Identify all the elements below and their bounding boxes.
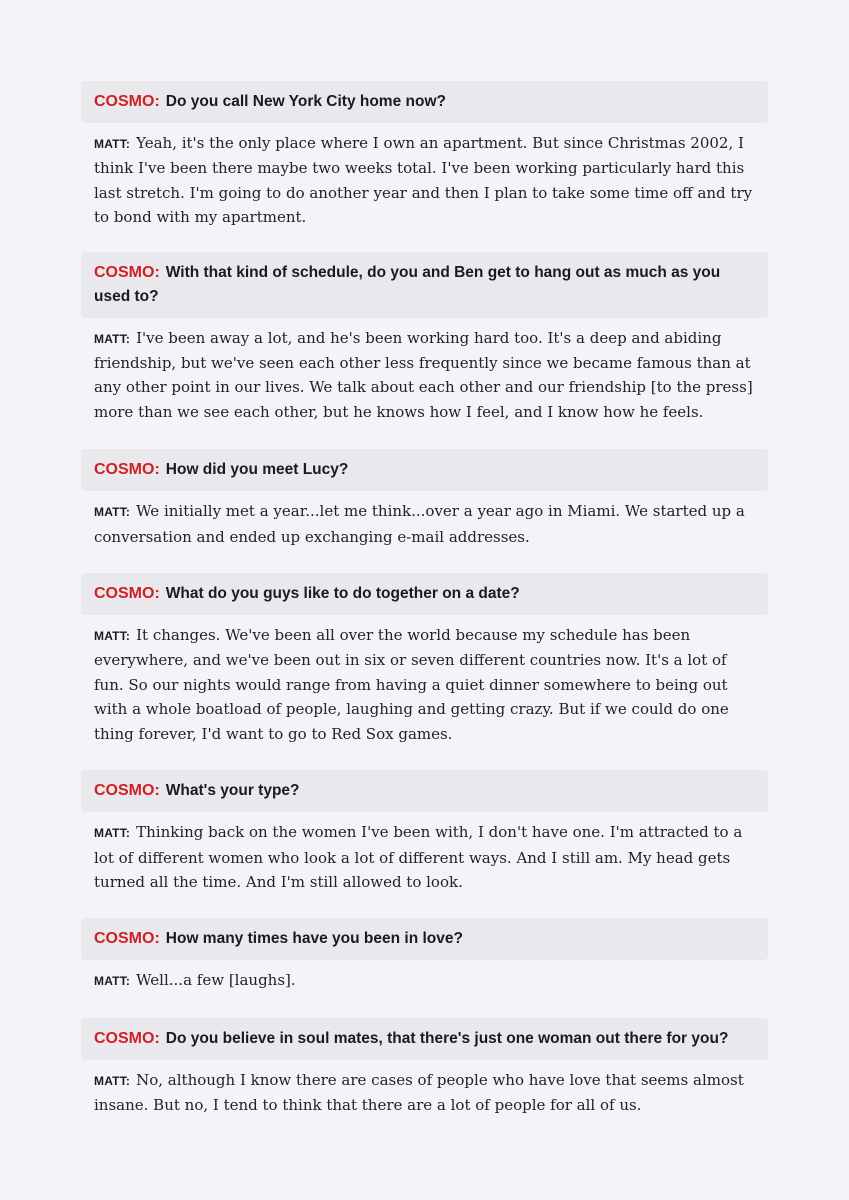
- question-text: How many times have you been in love?: [165, 930, 463, 948]
- answer-paragraph: [81, 1060, 768, 1118]
- question-text: How did you meet Lucy?: [165, 461, 349, 479]
- question-box: [81, 770, 768, 812]
- question-box: [81, 918, 768, 960]
- question-text: What do you guys like to do together on a date?: [165, 585, 520, 603]
- answer-speaker: MATT:: [94, 137, 131, 151]
- answer-speaker: MATT:: [94, 974, 131, 989]
- answer-paragraph: [81, 960, 768, 993]
- question-speaker: COSMO:: [94, 1029, 160, 1047]
- question-text: What's your type?: [165, 782, 300, 800]
- question-box: [81, 81, 768, 123]
- answer-text: I've been away a lot, and he's been working hard too. It's a deep and abiding friendship, but we've seen each other less frequently since we became famous than at any other point in our lives. We talk about each other and our friendship [to the press] more than we see each other, but he knows how I feel, and I know how he feels.: [94, 328, 753, 421]
- qa-block: [81, 81, 768, 230]
- qa-block: [81, 252, 768, 425]
- answer-text: It changes. We've been all over the world because my schedule has been everywhere, and we've been out in six or seven different countries now. It's a lot of fun. So our nights would range from having a quiet dinner somewhere to being out with a whole boatload of people, laughing and getting crazy. But if we could do one thing forever, I'd want to go to Red Sox games.: [94, 626, 729, 743]
- question-box: [81, 449, 768, 491]
- question-speaker: COSMO:: [94, 930, 160, 948]
- answer-paragraph: [81, 123, 768, 230]
- qa-block: [81, 918, 768, 993]
- answer-speaker: MATT:: [94, 629, 131, 644]
- qa-block: [81, 770, 768, 894]
- answer-paragraph: [81, 615, 768, 746]
- question-box: [81, 1018, 768, 1060]
- question-text: Do you believe in soul mates, that there's just one woman out there for you?: [165, 1029, 729, 1047]
- answer-speaker: MATT:: [94, 826, 131, 841]
- qa-block: [81, 1018, 768, 1118]
- question-speaker: COSMO:: [94, 782, 160, 800]
- answer-paragraph: [81, 318, 768, 425]
- answer-speaker: MATT:: [94, 505, 131, 520]
- answer-text: Thinking back on the women I've been with, I don't have one. I'm attracted to a lot of different women who look a lot of different ways. And I still am. My head gets turned all the time. And I'm still allowed to look.: [94, 823, 743, 891]
- question-box: [81, 573, 768, 615]
- answer-text: We initially met a year...let me think...over a year ago in Miami. We started up a conversation and ended up exchanging e-mail addresses.: [94, 502, 745, 546]
- answer-text: No, although I know there are cases of people who have love that seems almost insane. But no, I tend to think that there are a lot of people for all of us.: [94, 1070, 744, 1115]
- question-text: Do you call New York City home now?: [165, 93, 446, 110]
- answer-text: Well...a few [laughs].: [136, 971, 296, 990]
- question-speaker: COSMO:: [94, 263, 160, 281]
- answer-paragraph: [81, 491, 768, 549]
- interview-page: [81, 81, 768, 1118]
- answer-text: Yeah, it's the only place where I own an apartment. But since Christmas 2002, I think I've been there maybe two weeks total. I've been working particularly hard this last stretch. I'm going to do another year and then I plan to take some time off and try to bond with my apartment.: [94, 134, 753, 227]
- question-box: [81, 252, 768, 318]
- question-speaker: COSMO:: [94, 585, 160, 603]
- question-speaker: COSMO:: [94, 93, 160, 110]
- answer-speaker: MATT:: [94, 1073, 131, 1088]
- question-speaker: COSMO:: [94, 461, 160, 479]
- answer-speaker: MATT:: [94, 331, 131, 346]
- answer-paragraph: [81, 812, 768, 894]
- qa-block: [81, 449, 768, 549]
- qa-block: [81, 573, 768, 746]
- question-text: With that kind of schedule, do you and Ben get to hang out as much as you used to?: [94, 263, 721, 305]
